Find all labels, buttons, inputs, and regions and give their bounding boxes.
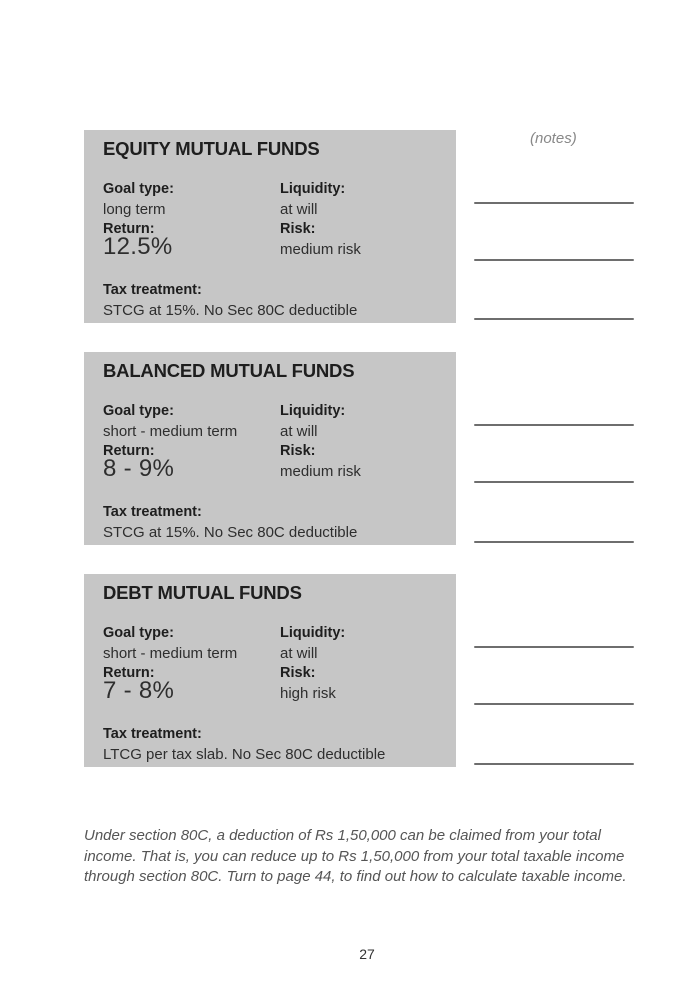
tax-treatment-label: Tax treatment: — [103, 504, 202, 520]
notes-rule[interactable] — [474, 202, 634, 204]
risk-value: high risk — [280, 685, 336, 702]
notes-rule[interactable] — [474, 424, 634, 426]
risk-label: Risk: — [280, 665, 316, 681]
goal-type-value: long term — [103, 201, 166, 218]
liquidity-label: Liquidity: — [280, 403, 346, 419]
notes-rule[interactable] — [474, 481, 634, 483]
goal-type-label: Goal type: — [103, 403, 174, 419]
return-label: Return: — [103, 665, 155, 681]
fund-title: BALANCED MUTUAL FUNDS — [103, 360, 355, 381]
return-label: Return: — [103, 443, 155, 459]
tax-treatment-label: Tax treatment: — [103, 726, 202, 742]
goal-type-label: Goal type: — [103, 625, 174, 641]
tax-treatment-value: LTCG per tax slab. No Sec 80C deductible — [103, 746, 386, 763]
liquidity-value: at will — [280, 645, 318, 662]
notes-rule[interactable] — [474, 703, 634, 705]
liquidity-value: at will — [280, 423, 318, 440]
risk-label: Risk: — [280, 221, 316, 237]
notes-rule[interactable] — [474, 541, 634, 543]
fund-title: EQUITY MUTUAL FUNDS — [103, 138, 320, 159]
tax-treatment-value: STCG at 15%. No Sec 80C deductible — [103, 524, 358, 541]
notes-rule[interactable] — [474, 318, 634, 320]
notes-label: (notes) — [530, 130, 577, 147]
goal-type-value: short - medium term — [103, 423, 238, 440]
fund-card-equity — [84, 130, 456, 323]
return-label: Return: — [103, 221, 155, 237]
liquidity-label: Liquidity: — [280, 625, 346, 641]
notes-rule[interactable] — [474, 259, 634, 261]
liquidity-value: at will — [280, 201, 318, 218]
risk-value: medium risk — [280, 241, 361, 258]
tax-treatment-value: STCG at 15%. No Sec 80C deductible — [103, 302, 358, 319]
goal-type-value: short - medium term — [103, 645, 238, 662]
risk-value: medium risk — [280, 463, 361, 480]
footnote: Under section 80C, a deduction of Rs 1,50,000 can be claimed from your total income. That is, you can reduce up to Rs 1,50,000 from your total taxable income through section 80C. Turn to page 44, to find out how to calculate taxable income. — [84, 827, 627, 885]
tax-treatment-label: Tax treatment: — [103, 282, 202, 298]
liquidity-label: Liquidity: — [280, 181, 346, 197]
fund-card-balanced — [84, 352, 456, 545]
return-value: 7 - 8% — [103, 677, 175, 704]
return-value: 12.5% — [103, 233, 173, 260]
risk-label: Risk: — [280, 443, 316, 459]
goal-type-label: Goal type: — [103, 181, 174, 197]
fund-card-debt — [84, 574, 456, 767]
notes-rule[interactable] — [474, 763, 634, 765]
notes-rule[interactable] — [474, 646, 634, 648]
page-number: 27 — [359, 946, 375, 962]
fund-title: DEBT MUTUAL FUNDS — [103, 582, 302, 603]
return-value: 8 - 9% — [103, 455, 175, 482]
